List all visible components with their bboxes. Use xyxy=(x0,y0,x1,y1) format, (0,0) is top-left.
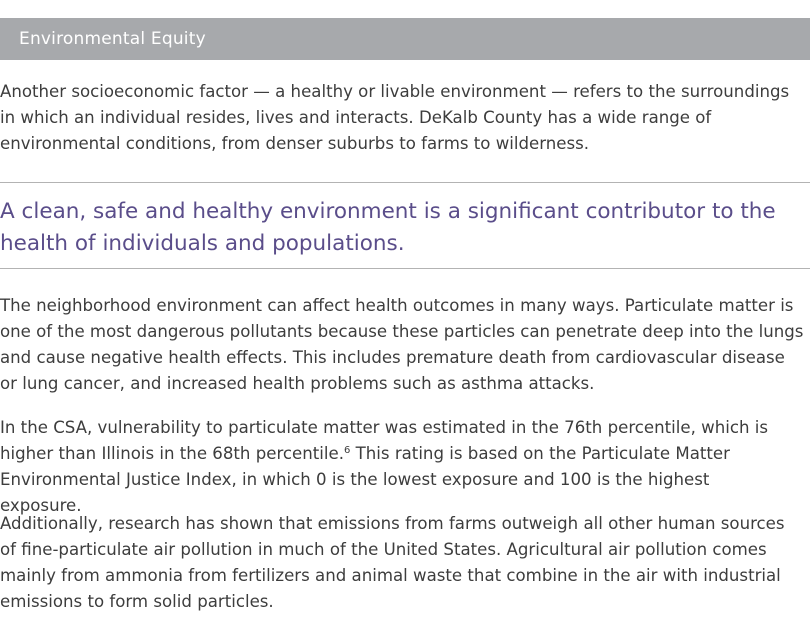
pullquote-top-rule xyxy=(0,182,810,183)
section-header xyxy=(0,18,810,60)
pullquote-bottom-rule xyxy=(0,268,810,269)
body-paragraph-csa xyxy=(0,415,790,519)
footnote-marker[interactable]: 6 xyxy=(343,445,351,456)
body-paragraph-particulate: The neighborhood environment can affect health outcomes in many ways. Particulate matter is one of the most dangerous pollutants because these particles can penetrate deep into the lungs and cause negative health effects. This includes premature death from cardiovascular disease or lung cancer, and increased health problems such as asthma attacks. xyxy=(0,296,804,393)
csa-text-before-footnote: In the CSA, vulnerability to particulate matter was estimated in the 76th percentile, which is higher than Illinois in the 68th percentile. xyxy=(0,418,768,463)
intro-paragraph: Another socioeconomic factor — a healthy or livable environment — refers to the surroundings in which an individual resides, lives and interacts. DeKalb County has a wide range of environmental conditions, from denser suburbs to farms to wilderness. xyxy=(0,82,790,153)
section-title: Environmental Equity xyxy=(19,29,206,49)
pullquote: A clean, safe and healthy environment is a significant contributor to the health of individuals and populations. xyxy=(0,199,776,256)
body-paragraph-agriculture: Additionally, research has shown that emissions from farms outweigh all other human sources of fine-particulate air pollution in much of the United States. Agricultural air pollution comes mainly from ammonia from fertilizers and animal waste that combine in the air with industrial emissions to form solid particles. xyxy=(0,514,785,611)
csa-text-after-footnote: This rating is based on the Particulate Matter Environmental Justice Index, in which 0 is the lowest exposure and 100 is the highest exposure. xyxy=(0,444,730,515)
